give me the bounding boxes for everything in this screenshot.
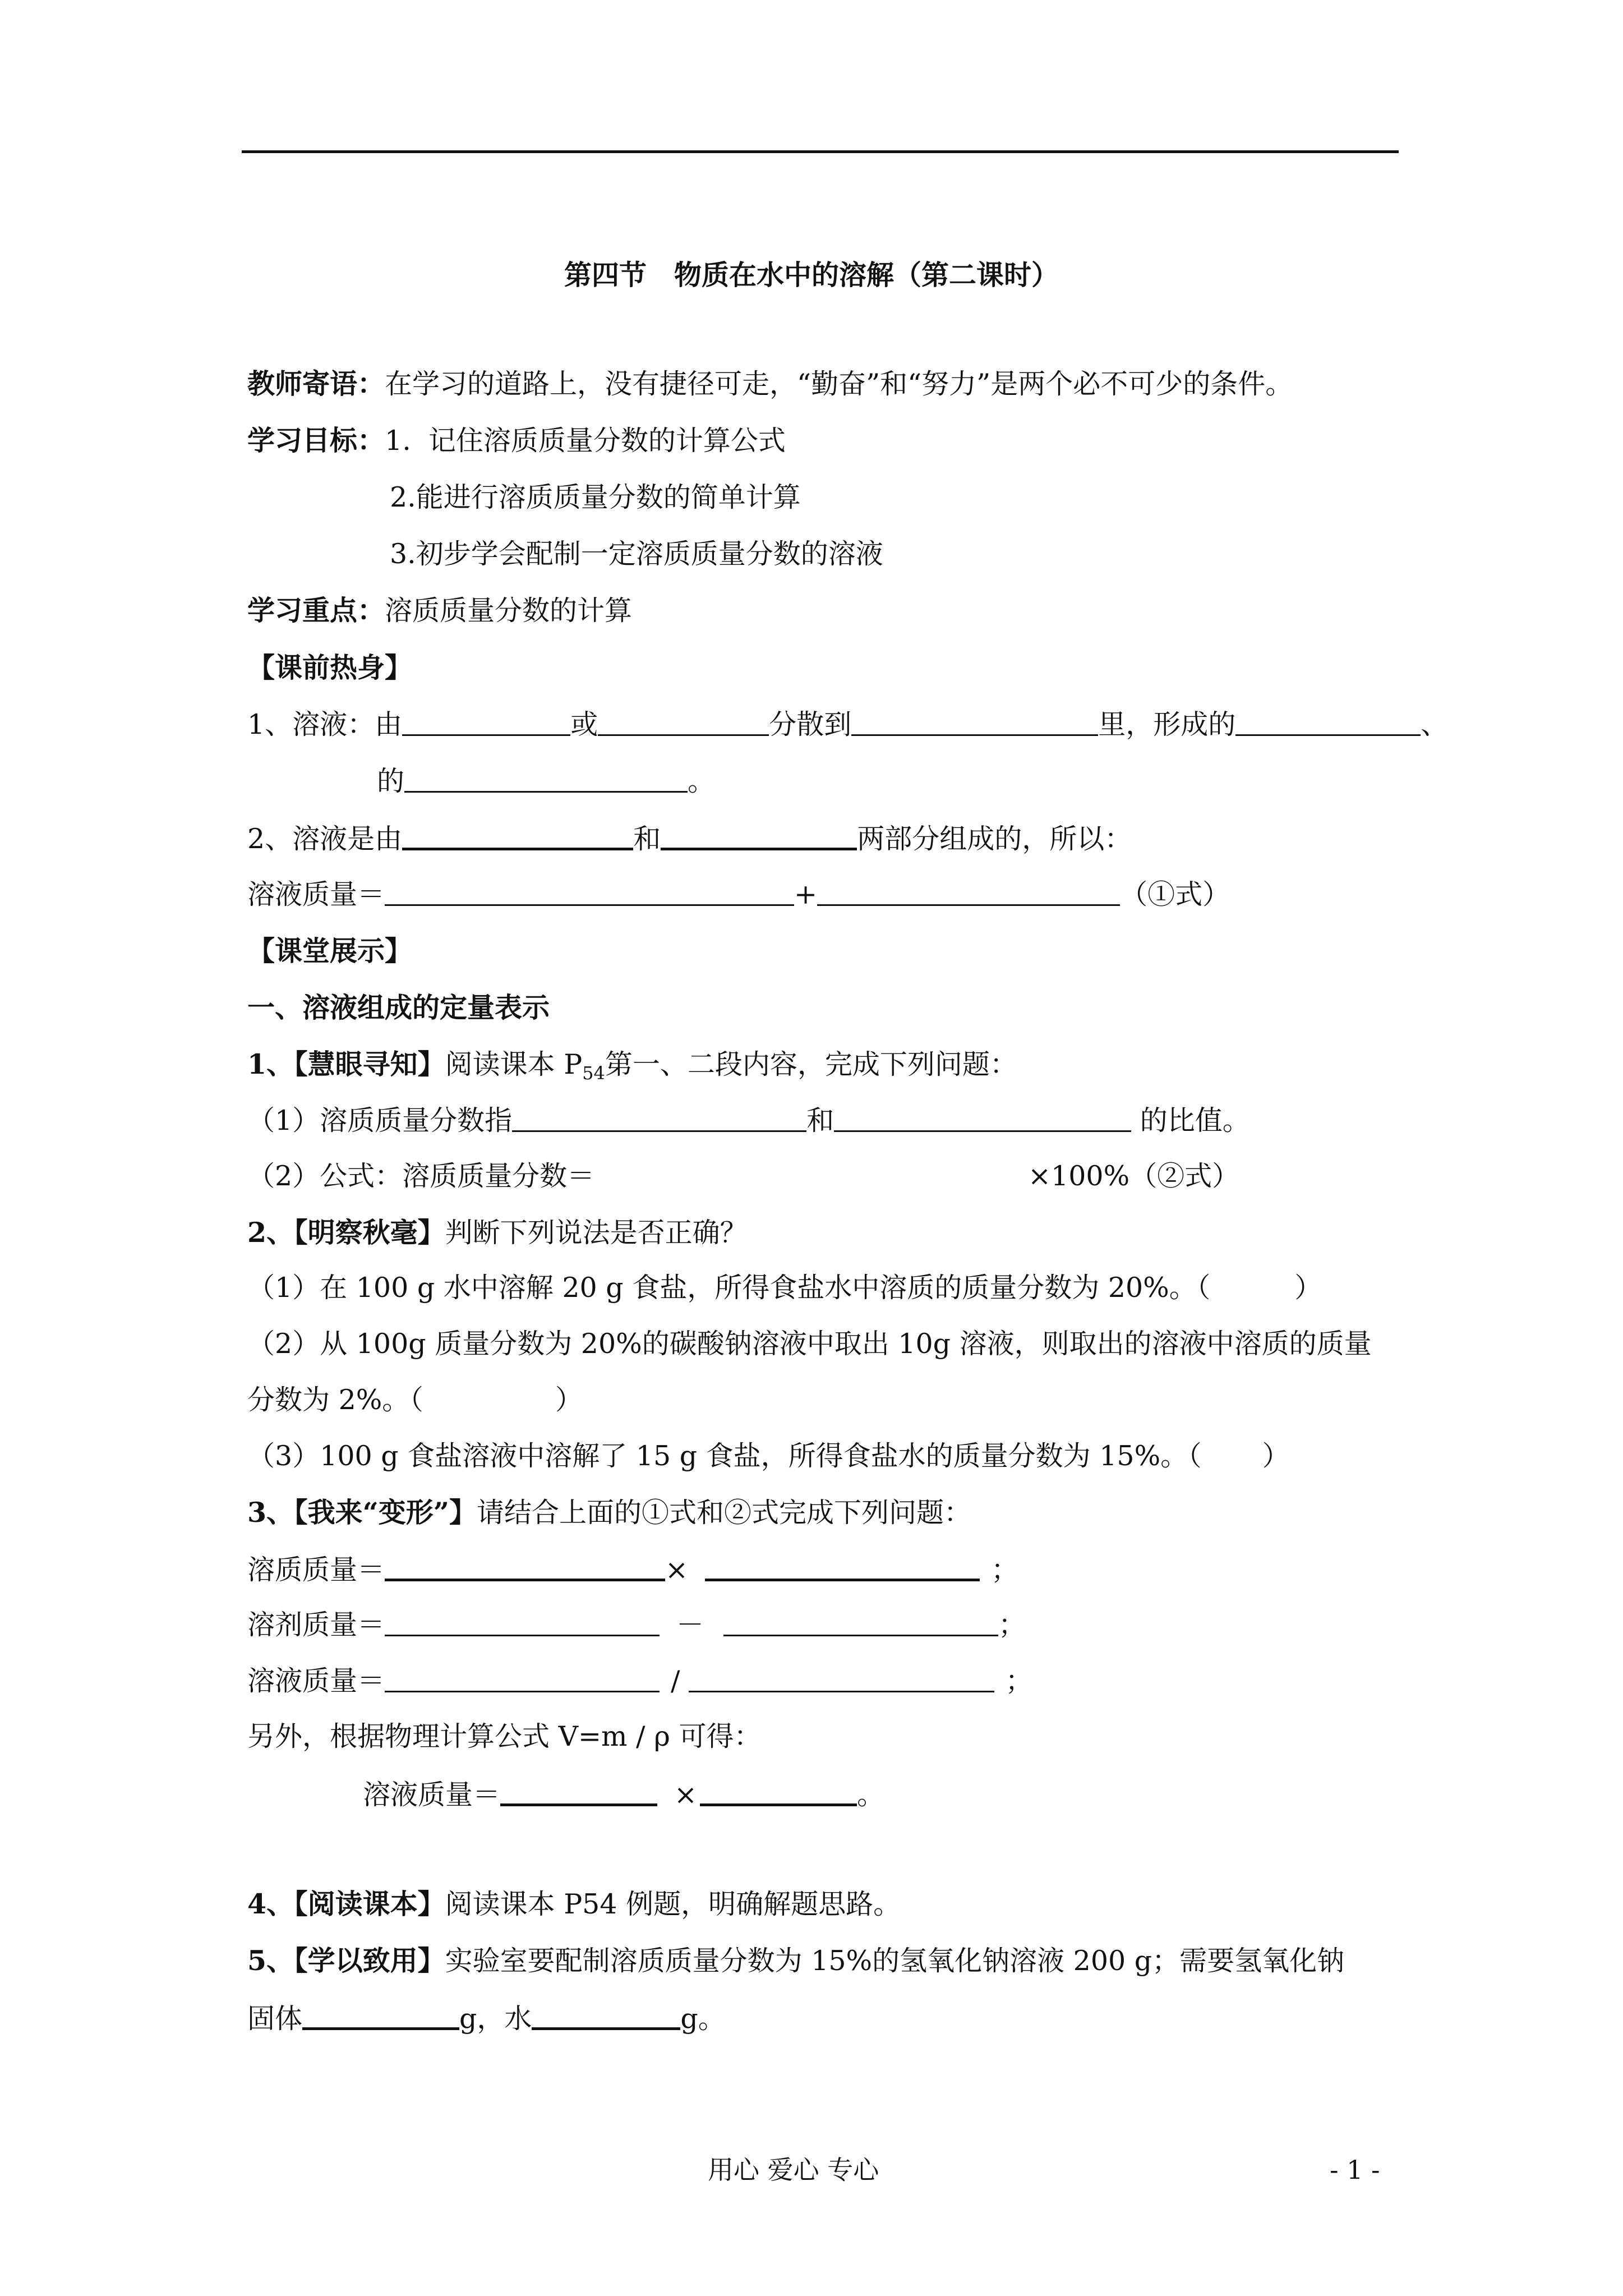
item-text: 阅读课本 P54 例题，明确解题思路。 xyxy=(445,1888,901,1920)
item-text: ） xyxy=(555,1384,583,1416)
q1-text: 里，形成的 xyxy=(1098,708,1236,740)
focus-label: 学习重点： xyxy=(247,594,385,627)
item-text: 溶剂质量＝ xyxy=(247,1609,385,1641)
q2-blank-solvent[interactable] xyxy=(661,821,857,850)
q1-text: 、 xyxy=(1421,708,1449,740)
item-text: ） xyxy=(1294,1272,1322,1304)
class-heading: 【课堂展示】 xyxy=(247,935,413,967)
section-heading: 一、溶液组成的定量表示 xyxy=(247,991,550,1024)
item-text: 固体 xyxy=(247,2003,303,2035)
item-tag: 【我来“变形”】 xyxy=(294,1496,477,1529)
warmup-heading: 【课前热身】 xyxy=(247,651,413,684)
teacher-message xyxy=(247,367,1293,401)
blank-b[interactable] xyxy=(689,1664,994,1692)
item-text: ） xyxy=(1262,1440,1290,1472)
operator: × xyxy=(674,1779,698,1811)
goals-label: 学习目标： xyxy=(247,424,385,457)
page-title: 第四节 物质在水中的溶解（第二课时） xyxy=(564,259,1059,291)
item-number: 4、 xyxy=(247,1888,294,1920)
item-4 xyxy=(247,1887,901,1921)
focus-line xyxy=(247,593,632,628)
blank-a[interactable] xyxy=(500,1777,657,1806)
q2-text: 和 xyxy=(633,823,661,855)
blank-a[interactable] xyxy=(385,1664,660,1692)
item-1-1 xyxy=(247,1103,1250,1138)
q1-text: 分散到 xyxy=(769,708,852,740)
item-tag: 【慧眼寻知】 xyxy=(294,1048,445,1080)
item-2-3 xyxy=(247,1439,1290,1473)
warmup-q1-cont xyxy=(377,764,715,798)
item-tag: 【阅读课本】 xyxy=(294,1888,445,1920)
item-5b xyxy=(247,2000,726,2036)
item-2-1 xyxy=(247,1271,1322,1305)
item-text: 溶液质量＝ xyxy=(247,1665,385,1697)
item-5 xyxy=(247,1944,1344,1978)
item-3-4: 另外，根据物理计算公式 V=m / ρ 可得： xyxy=(247,1720,762,1752)
item-number: 1、 xyxy=(247,1048,294,1080)
q1-text: 或 xyxy=(570,708,598,740)
item-3-2 xyxy=(247,1608,1026,1642)
formula-suffix: ×100%（②式） xyxy=(1028,1160,1240,1192)
item-1 xyxy=(247,1047,1017,1090)
q1-text: 。 xyxy=(688,765,716,797)
item-text: 。 xyxy=(857,1779,885,1811)
blank-b[interactable] xyxy=(723,1608,998,1636)
operator: × xyxy=(665,1554,689,1586)
page-number: - 1 - xyxy=(1330,2155,1380,2185)
blank-water-mass[interactable] xyxy=(532,2000,680,2030)
teacher-message-text: 在学习的道路上，没有捷径可走，“勤奋”和“努力”是两个必不可少的条件。 xyxy=(385,368,1293,400)
q1-blank-solute-2[interactable] xyxy=(598,707,769,736)
item-text: ； xyxy=(998,1609,1026,1641)
operator: / xyxy=(671,1665,680,1697)
item-number: 2、 xyxy=(247,1216,294,1249)
focus-text: 溶质质量分数的计算 xyxy=(385,595,633,627)
item-tag: 【学以致用】 xyxy=(294,1944,445,1977)
blank-solution-mass[interactable] xyxy=(834,1103,1131,1132)
goal-item: 2.能进行溶质质量分数的简单计算 xyxy=(390,481,801,513)
item-text: （3）100 g 食盐溶液中溶解了 15 g 食盐，所得食盐水的质量分数为 15%。（ xyxy=(247,1440,1202,1472)
item-text: ； xyxy=(1005,1665,1033,1697)
item-text: 请结合上面的①式和②式完成下列问题： xyxy=(476,1497,971,1529)
item-text: 的比值。 xyxy=(1131,1105,1250,1137)
q3-blank-solvent-mass[interactable] xyxy=(817,877,1120,906)
item-text: 判断下列说法是否正确？ xyxy=(445,1217,748,1249)
q1-blank-solute[interactable] xyxy=(402,707,570,736)
item-3-3 xyxy=(247,1664,1033,1698)
item-text: 溶质质量＝ xyxy=(247,1554,385,1586)
item-2-2: （2）从 100g 质量分数为 20%的碳酸钠溶液中取出 10g 溶液，则取出的溶液中溶质的质量 xyxy=(247,1328,1372,1360)
header-rule xyxy=(242,150,1399,153)
item-number: 5、 xyxy=(247,1944,294,1977)
warmup-q2 xyxy=(247,821,1132,856)
item-text: 分数为 2%。（ xyxy=(247,1384,423,1416)
item-text: 实验室要配制溶质质量分数为 15%的氢氧化钠溶液 200 g；需要氢氧化钠 xyxy=(445,1945,1345,1977)
q3-text: + xyxy=(794,878,818,910)
item-2 xyxy=(247,1216,748,1250)
goals-line-1 xyxy=(247,424,786,458)
item-3 xyxy=(247,1496,971,1530)
item-text: 阅读课本 P xyxy=(445,1048,583,1080)
q1-blank-mixture[interactable] xyxy=(404,764,688,793)
item-text: （2）公式：溶质质量分数＝ xyxy=(247,1160,595,1192)
item-3-1 xyxy=(247,1552,1018,1587)
q1-text: 1、溶液：由 xyxy=(247,708,403,740)
item-text: g，水 xyxy=(459,2003,532,2035)
warmup-q3 xyxy=(247,877,1230,912)
item-text: 第一、二段内容，完成下列问题： xyxy=(605,1048,1017,1080)
item-2-2b xyxy=(247,1383,583,1417)
q1-text: 的 xyxy=(377,765,405,797)
teacher-message-label: 教师寄语： xyxy=(247,367,385,400)
item-text: （1）溶质质量分数指 xyxy=(247,1105,513,1137)
footer-motto: 用心 爱心 专心 xyxy=(708,2155,879,2185)
item-tag: 【明察秋毫】 xyxy=(294,1216,445,1249)
item-text: 溶液质量＝ xyxy=(363,1779,501,1811)
goal-item: 3.初步学会配制一定溶质质量分数的溶液 xyxy=(390,538,883,570)
item-3-5 xyxy=(363,1777,884,1812)
item-text: 和 xyxy=(806,1105,834,1137)
q1-blank-property[interactable] xyxy=(1235,707,1421,736)
blank-a[interactable] xyxy=(385,1608,660,1636)
q2-text: 2、溶液是由 xyxy=(247,823,403,855)
item-text: g。 xyxy=(680,2003,726,2035)
item-text: ； xyxy=(991,1554,1019,1586)
q3-text: 溶液质量＝ xyxy=(247,878,385,910)
q2-text: 两部分组成的，所以： xyxy=(857,823,1132,855)
blank-b[interactable] xyxy=(705,1552,980,1581)
blank-naoh-mass[interactable] xyxy=(302,2000,459,2030)
goal-item: 1. 记住溶质质量分数的计算公式 xyxy=(385,425,786,457)
page-subscript: 54 xyxy=(582,1062,605,1084)
item-text: （1）在 100 g 水中溶解 20 g 食盐，所得食盐水中溶质的质量分数为 20%。（ xyxy=(247,1272,1211,1304)
item-1-2 xyxy=(247,1159,594,1193)
q1-blank-solvent[interactable] xyxy=(851,707,1098,736)
blank-b[interactable] xyxy=(700,1777,857,1806)
q2-blank-solute[interactable] xyxy=(402,821,633,850)
blank-a[interactable] xyxy=(385,1552,665,1581)
q3-blank-solute-mass[interactable] xyxy=(385,877,794,906)
warmup-q1 xyxy=(247,707,1448,742)
item-number: 3、 xyxy=(247,1496,294,1529)
blank-solute-mass[interactable] xyxy=(512,1103,806,1132)
q3-text: （①式） xyxy=(1120,878,1230,910)
operator: － xyxy=(676,1609,704,1641)
